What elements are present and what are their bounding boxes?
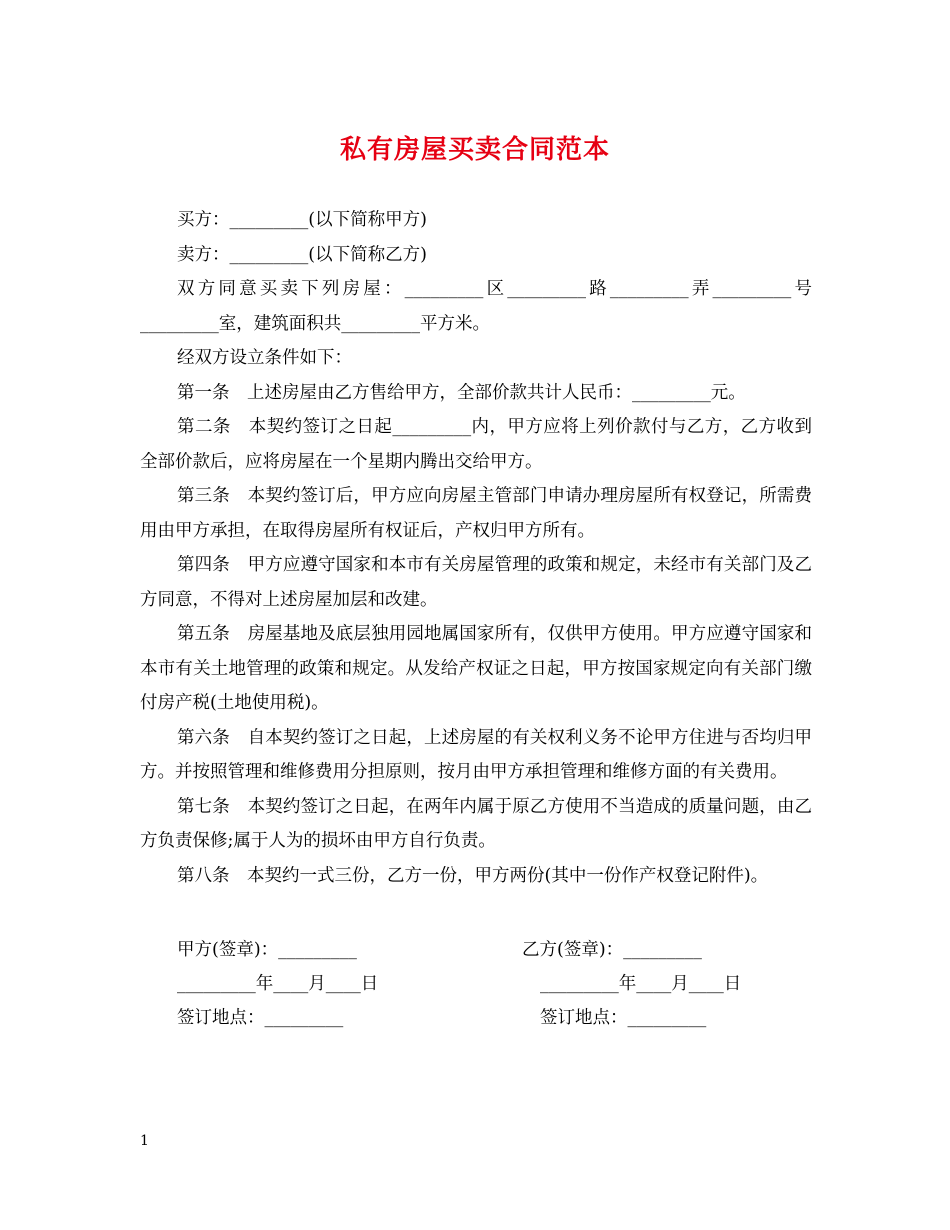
party-b-signature: 乙方(签章)：_________ (522, 940, 702, 960)
property-line: 双方同意买卖下列房屋：_________区_________路_________弄_________号_________室，建筑面积共_________平方米。 (140, 279, 812, 334)
party-a-date: _________年____月____日 (177, 974, 379, 994)
article-3: 第三条 本契约签订后，甲方应向房屋主管部门申请办理房屋所有权登记，所需费用由甲方承担，在取得房屋所有权证后，产权归甲方所有。 (140, 486, 812, 541)
article-6: 第六条 自本契约签订之日起，上述房屋的有关权利义务不论甲方住进与否均归甲方。并按照管理和维修费用分担原则，按月由甲方承担管理和维修方面的有关费用。 (140, 727, 812, 782)
conditions-intro: 经双方设立条件如下： (177, 348, 352, 368)
article-2: 第二条 本契约签订之日起_________内，甲方应将上列价款付与乙方，乙方收到全部价款后，应将房屋在一个星期内腾出交给甲方。 (140, 417, 812, 472)
page-number: 1 (140, 1133, 149, 1149)
article-5: 第五条 房屋基地及底层独用园地属国家所有，仅供甲方使用。甲方应遵守国家和本市有关土地管理的政策和规定。从发给产权证之日起，甲方按国家规定向有关部门缴付房产税(土地使用税)。 (140, 624, 812, 713)
party-b-date: _________年____月____日 (540, 974, 742, 994)
party-a-place: 签订地点：_________ (177, 1008, 344, 1028)
article-4: 第四条 甲方应遵守国家和本市有关房屋管理的政策和规定，未经市有关部门及乙方同意，不得对上述房屋加层和改建。 (140, 555, 812, 610)
seller-line: 卖方：_________(以下简称乙方) (177, 244, 427, 265)
buyer-line: 买方：_________(以下简称甲方) (177, 210, 427, 230)
document-body (140, 203, 812, 893)
article-8: 第八条 本契约一式三份，乙方一份，甲方两份(其中一份作产权登记附件)。 (177, 865, 769, 886)
article-1: 第一条 上述房屋由乙方售给甲方，全部价款共计人民币：_________元。 (177, 382, 746, 403)
article-7: 第七条 本契约签订之日起，在两年内属于原乙方使用不当造成的质量问题，由乙方负责保修;属于人为的损坏由甲方自行负责。 (140, 796, 812, 851)
document-title: 私有房屋买卖合同范本 (339, 135, 610, 165)
party-b-place: 签订地点：_________ (540, 1008, 707, 1028)
party-a-signature: 甲方(签章)：_________ (177, 940, 357, 960)
